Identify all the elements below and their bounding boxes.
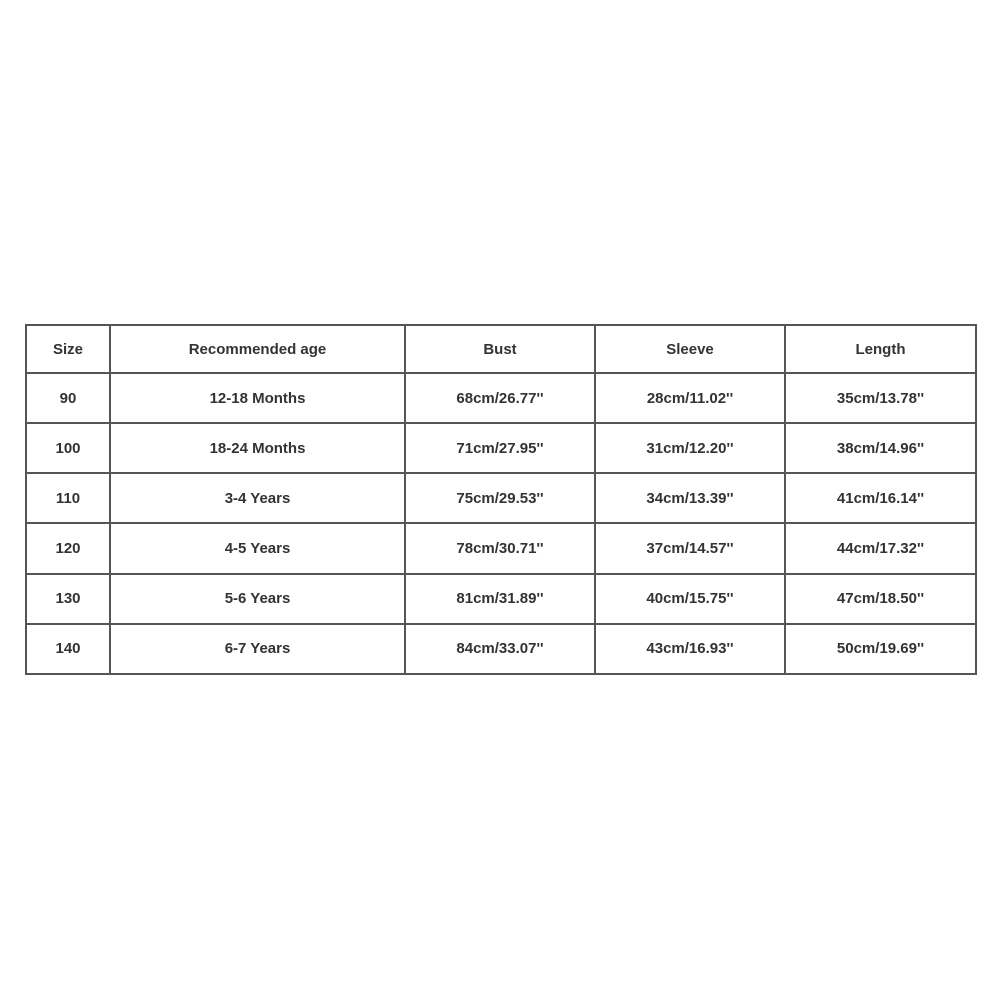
header-sleeve: Sleeve xyxy=(595,325,785,373)
cell-sleeve: 43cm/16.93'' xyxy=(595,624,785,674)
cell-size: 100 xyxy=(26,423,110,473)
table-row xyxy=(26,473,976,523)
cell-size: 140 xyxy=(26,624,110,674)
cell-length: 38cm/14.96'' xyxy=(785,423,976,473)
table-row xyxy=(26,423,976,473)
cell-bust: 75cm/29.53'' xyxy=(405,473,595,523)
cell-recommended-age: 18-24 Months xyxy=(110,423,405,473)
cell-recommended-age: 5-6 Years xyxy=(110,574,405,624)
header-recommended-age: Recommended age xyxy=(110,325,405,373)
cell-sleeve: 34cm/13.39'' xyxy=(595,473,785,523)
cell-bust: 71cm/27.95'' xyxy=(405,423,595,473)
table-row xyxy=(26,574,976,624)
cell-length: 47cm/18.50'' xyxy=(785,574,976,624)
table-row xyxy=(26,624,976,674)
cell-length: 41cm/16.14'' xyxy=(785,473,976,523)
cell-size: 110 xyxy=(26,473,110,523)
cell-size: 130 xyxy=(26,574,110,624)
cell-sleeve: 40cm/15.75'' xyxy=(595,574,785,624)
cell-bust: 81cm/31.89'' xyxy=(405,574,595,624)
cell-recommended-age: 6-7 Years xyxy=(110,624,405,674)
table-row xyxy=(26,373,976,423)
cell-recommended-age: 3-4 Years xyxy=(110,473,405,523)
cell-size: 90 xyxy=(26,373,110,423)
table-row xyxy=(26,523,976,573)
cell-size: 120 xyxy=(26,523,110,573)
cell-bust: 68cm/26.77'' xyxy=(405,373,595,423)
cell-bust: 78cm/30.71'' xyxy=(405,523,595,573)
cell-recommended-age: 12-18 Months xyxy=(110,373,405,423)
header-row xyxy=(26,325,976,373)
cell-sleeve: 37cm/14.57'' xyxy=(595,523,785,573)
cell-sleeve: 31cm/12.20'' xyxy=(595,423,785,473)
cell-bust: 84cm/33.07'' xyxy=(405,624,595,674)
cell-recommended-age: 4-5 Years xyxy=(110,523,405,573)
size-chart-table xyxy=(25,324,977,675)
cell-length: 50cm/19.69'' xyxy=(785,624,976,674)
cell-length: 35cm/13.78'' xyxy=(785,373,976,423)
cell-sleeve: 28cm/11.02'' xyxy=(595,373,785,423)
cell-length: 44cm/17.32'' xyxy=(785,523,976,573)
header-length: Length xyxy=(785,325,976,373)
header-size: Size xyxy=(26,325,110,373)
header-bust: Bust xyxy=(405,325,595,373)
